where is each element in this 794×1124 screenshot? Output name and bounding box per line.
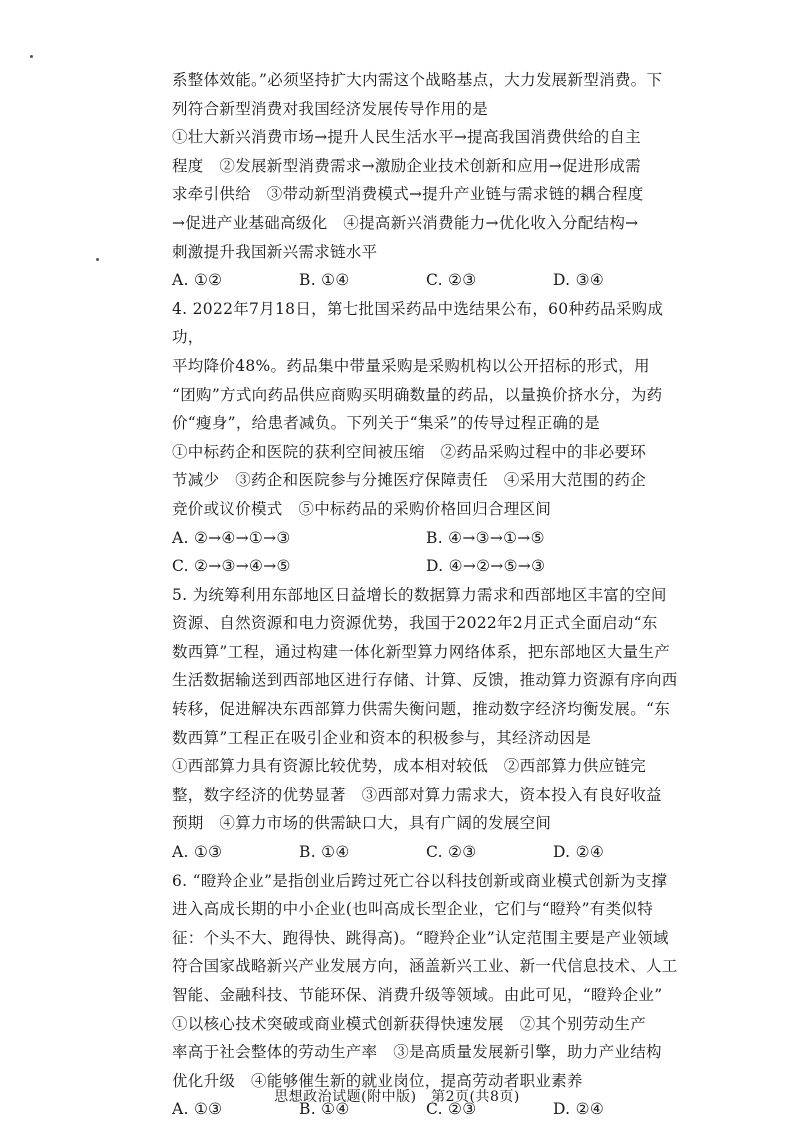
text-line: 生活数据输送到西部地区进行存储、计算、反馈，推动算力资源有序向西 <box>172 671 678 690</box>
option-b: B. ①④ <box>299 843 350 862</box>
text-line: 5. 为统筹利用东部地区日益增长的数据算力需求和西部地区丰富的空间 <box>172 585 667 604</box>
option-b: B. ①④ <box>299 1100 350 1119</box>
option-c: C. ②③ <box>426 271 477 290</box>
question-4 <box>172 295 680 581</box>
page-footer: 思想政治试题(附中版) 第2页(共8页) <box>274 1089 520 1105</box>
text-line: ①以核心技术突破或商业模式创新获得快速发展 ②其个别劳动生产 <box>172 1014 647 1033</box>
option-d: D. ③④ <box>553 271 605 290</box>
text-line: “团购”方式向药品供应商购买明确数量的药品，以量换价挤水分，为药 <box>172 385 663 404</box>
text-line: 转移，促进解决东西部算力供需失衡问题，推动数字经济均衡发展。“东 <box>172 700 671 719</box>
text-line: 数西算”工程，通过构建一体化新型算力网络体系，把东部地区大量生产 <box>172 642 671 661</box>
option-c: C. ②③ <box>426 1100 477 1119</box>
text-line: ①壮大新兴消费市场→提升人民生活水平→提高我国消费供给的自主 <box>172 128 641 147</box>
text-line: 价“瘦身”，给患者减负。下列关于“集采”的传导过程正确的是 <box>172 414 600 433</box>
text-line: 节减少 ③药企和医院参与分摊医疗保障责任 ④采用大范围的药企 <box>172 471 647 490</box>
text-line: 进入高成长期的中小企业(也叫高成长型企业，它们与“瞪羚”有类似特 <box>172 900 653 919</box>
option-c: C. ②→③→④→⑤ <box>172 557 291 576</box>
page-content <box>172 66 680 1124</box>
option-d: D. ②④ <box>553 1100 605 1119</box>
option-c: C. ②③ <box>426 843 477 862</box>
text-line: 竞价或议价模式 ⑤中标药品的采购价格回归合理区间 <box>172 499 552 518</box>
text-line: →促进产业基础高级化 ④提高新兴消费能力→优化收入分配结构→ <box>172 213 639 232</box>
option-a: A. ①② <box>172 271 223 290</box>
option-b: B. ①④ <box>299 271 350 290</box>
text-line: 符合国家战略新兴产业发展方向，涵盖新兴工业、新一代信息技术、人工 <box>172 957 678 976</box>
text-line: 刺激提升我国新兴需求链水平 <box>172 242 378 261</box>
answer-options <box>172 524 680 553</box>
option-a: A. ①③ <box>172 1100 223 1119</box>
text-line: 6. “瞪羚企业”是指创业后跨过死亡谷以科技创新或商业模式创新为支撑 <box>172 871 668 890</box>
answer-options <box>172 552 680 581</box>
option-a: A. ②→④→①→③ <box>172 528 291 547</box>
text-line: 整，数字经济的优势显著 ③西部对算力需求大，资本投入有良好收益 <box>172 785 662 804</box>
text-line: 列符合新型消费对我国经济发展传导作用的是 <box>172 99 489 118</box>
text-line: 数西算”工程正在吸引企业和资本的积极参与，其经济动因是 <box>172 728 592 747</box>
text-line: 预期 ④算力市场的供需缺口大，具有广阔的发展空间 <box>172 814 552 833</box>
text-line: ①中标药企和医院的获利空间被压缩 ②药品采购过程中的非必要环 <box>172 442 647 461</box>
text-line: ①西部算力具有资源比较优势，成本相对较低 ②西部算力供应链完 <box>172 757 647 776</box>
text-line: 程度 ②发展新型消费需求→激励企业技术创新和应用→促进形成需 <box>172 156 641 175</box>
text-line: 优化升级 ④能够催生新的就业岗位，提高劳动者职业素养 <box>172 1071 583 1090</box>
scan-speck <box>30 55 33 58</box>
option-d: D. ④→②→⑤→③ <box>426 557 546 576</box>
option-d: D. ②④ <box>553 843 605 862</box>
text-line: 资源、自然资源和电力资源优势，我国于2022年2月正式全面启动“东 <box>172 614 658 633</box>
text-line: 系整体效能。”必须坚持扩大内需这个战略基点，大力发展新型消费。下 <box>172 71 663 89</box>
option-b: B. ④→③→①→⑤ <box>426 528 545 547</box>
answer-options <box>172 266 680 295</box>
text-line: 率高于社会整体的劳动生产率 ③是高质量发展新引擎，助力产业结构 <box>172 1043 662 1062</box>
text-line: 智能、金融科技、节能环保、消费升级等领域。由此可见，“瞪羚企业” <box>172 986 663 1004</box>
answer-options <box>172 838 680 867</box>
text-line: 征：个头不大、跑得快、跳得高)。“瞪羚企业”认定范围主要是产业领域 <box>172 928 669 947</box>
scan-speck <box>96 258 99 261</box>
question-5 <box>172 581 680 867</box>
option-a: A. ①③ <box>172 843 223 862</box>
text-line: 4. 2022年7月18日，第七批国采药品中选结果公布，60种药品采购成功， <box>172 299 664 347</box>
text-line: 求牵引供给 ③带动新型消费模式→提升产业链与需求链的耦合程度 <box>172 185 644 204</box>
question-3-continued <box>172 66 680 295</box>
text-line: 平均降价48%。药品集中带量采购是采购机构以公开招标的形式，用 <box>172 356 650 375</box>
